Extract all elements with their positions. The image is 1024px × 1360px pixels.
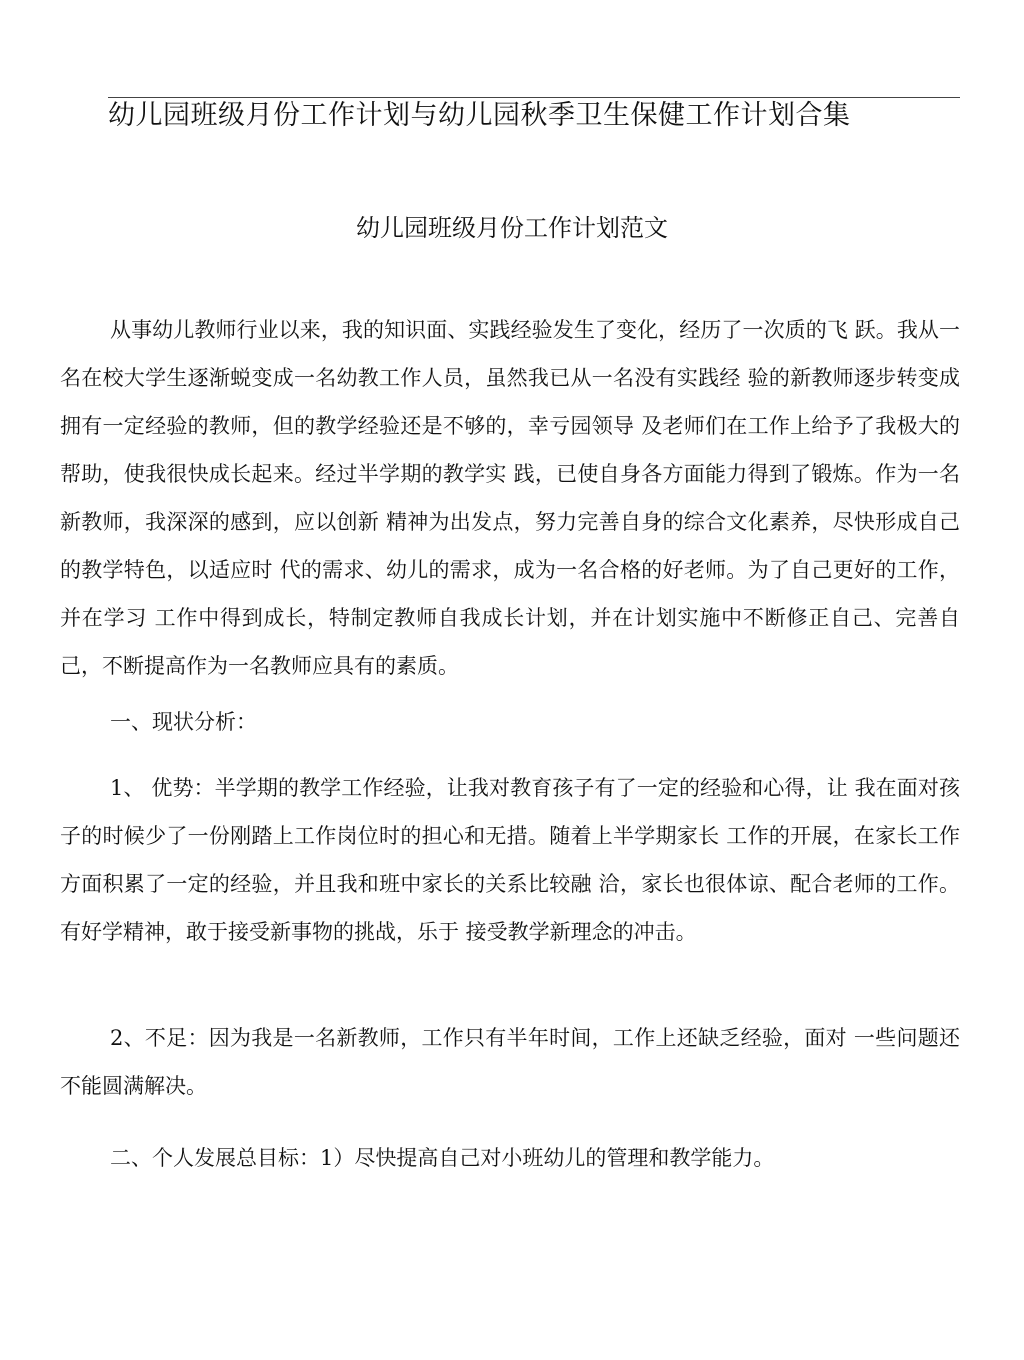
document-title: 幼儿园班级月份工作计划与幼儿园秋季卫生保健工作计划合集	[108, 100, 851, 131]
intro-paragraph: 从事幼儿教师行业以来，我的知识面、实践经验发生了变化，经历了一次质的飞 跃。我从一名在校大学生逐渐蜕变成一名幼教工作人员，虽然我已从一名没有实践经 验的新教师逐步转变成拥有一定经验的教师，但的教学经验还是不够的，幸亏园领导 及老师们在工作上给予了我极大的帮助，使我很快成长起来。经过半学期的教学实 践，已使自身各方面能力得到了锻炼。作为一名新教师，我深深的感到，应以创新 精神为出发点，努力完善自身的综合文化素养，尽快形成自己的教学特色，以适应时 代的需求、幼儿的需求，成为一名合格的好老师。为了自己更好的工作，并在学习 工作中得到成长，特制定教师自我成长计划，并在计划实施中不断修正自己、完善自 己，不断提高作为一名教师应具有的素质。	[60, 318, 960, 678]
advantage-paragraph: 1、 优势：半学期的教学工作经验，让我对教育孩子有了一定的经验和心得，让 我在面对孩子的时候少了一份刚踏上工作岗位时的担心和无措。随着上半学期家长 工作的开展，在家长工作方面积累了一定的经验，并且我和班中家长的关系比较融 洽，家长也很体谅、配合老师的工作。有好学精神，敢于接受新事物的挑战，乐于 接受教学新理念的冲击。	[60, 776, 960, 944]
document-subtitle: 幼儿园班级月份工作计划范文	[356, 214, 668, 242]
disadvantage-paragraph: 2、不足：因为我是一名新教师，工作只有半年时间，工作上还缺乏经验，面对 一些问题还不能圆满解决。	[60, 1026, 960, 1098]
section-heading-development-goals: 二、个人发展总目标：1）尽快提高自己对小班幼儿的管理和教学能力。	[110, 1146, 775, 1170]
section-heading-status-analysis: 一、现状分析：	[110, 710, 257, 734]
